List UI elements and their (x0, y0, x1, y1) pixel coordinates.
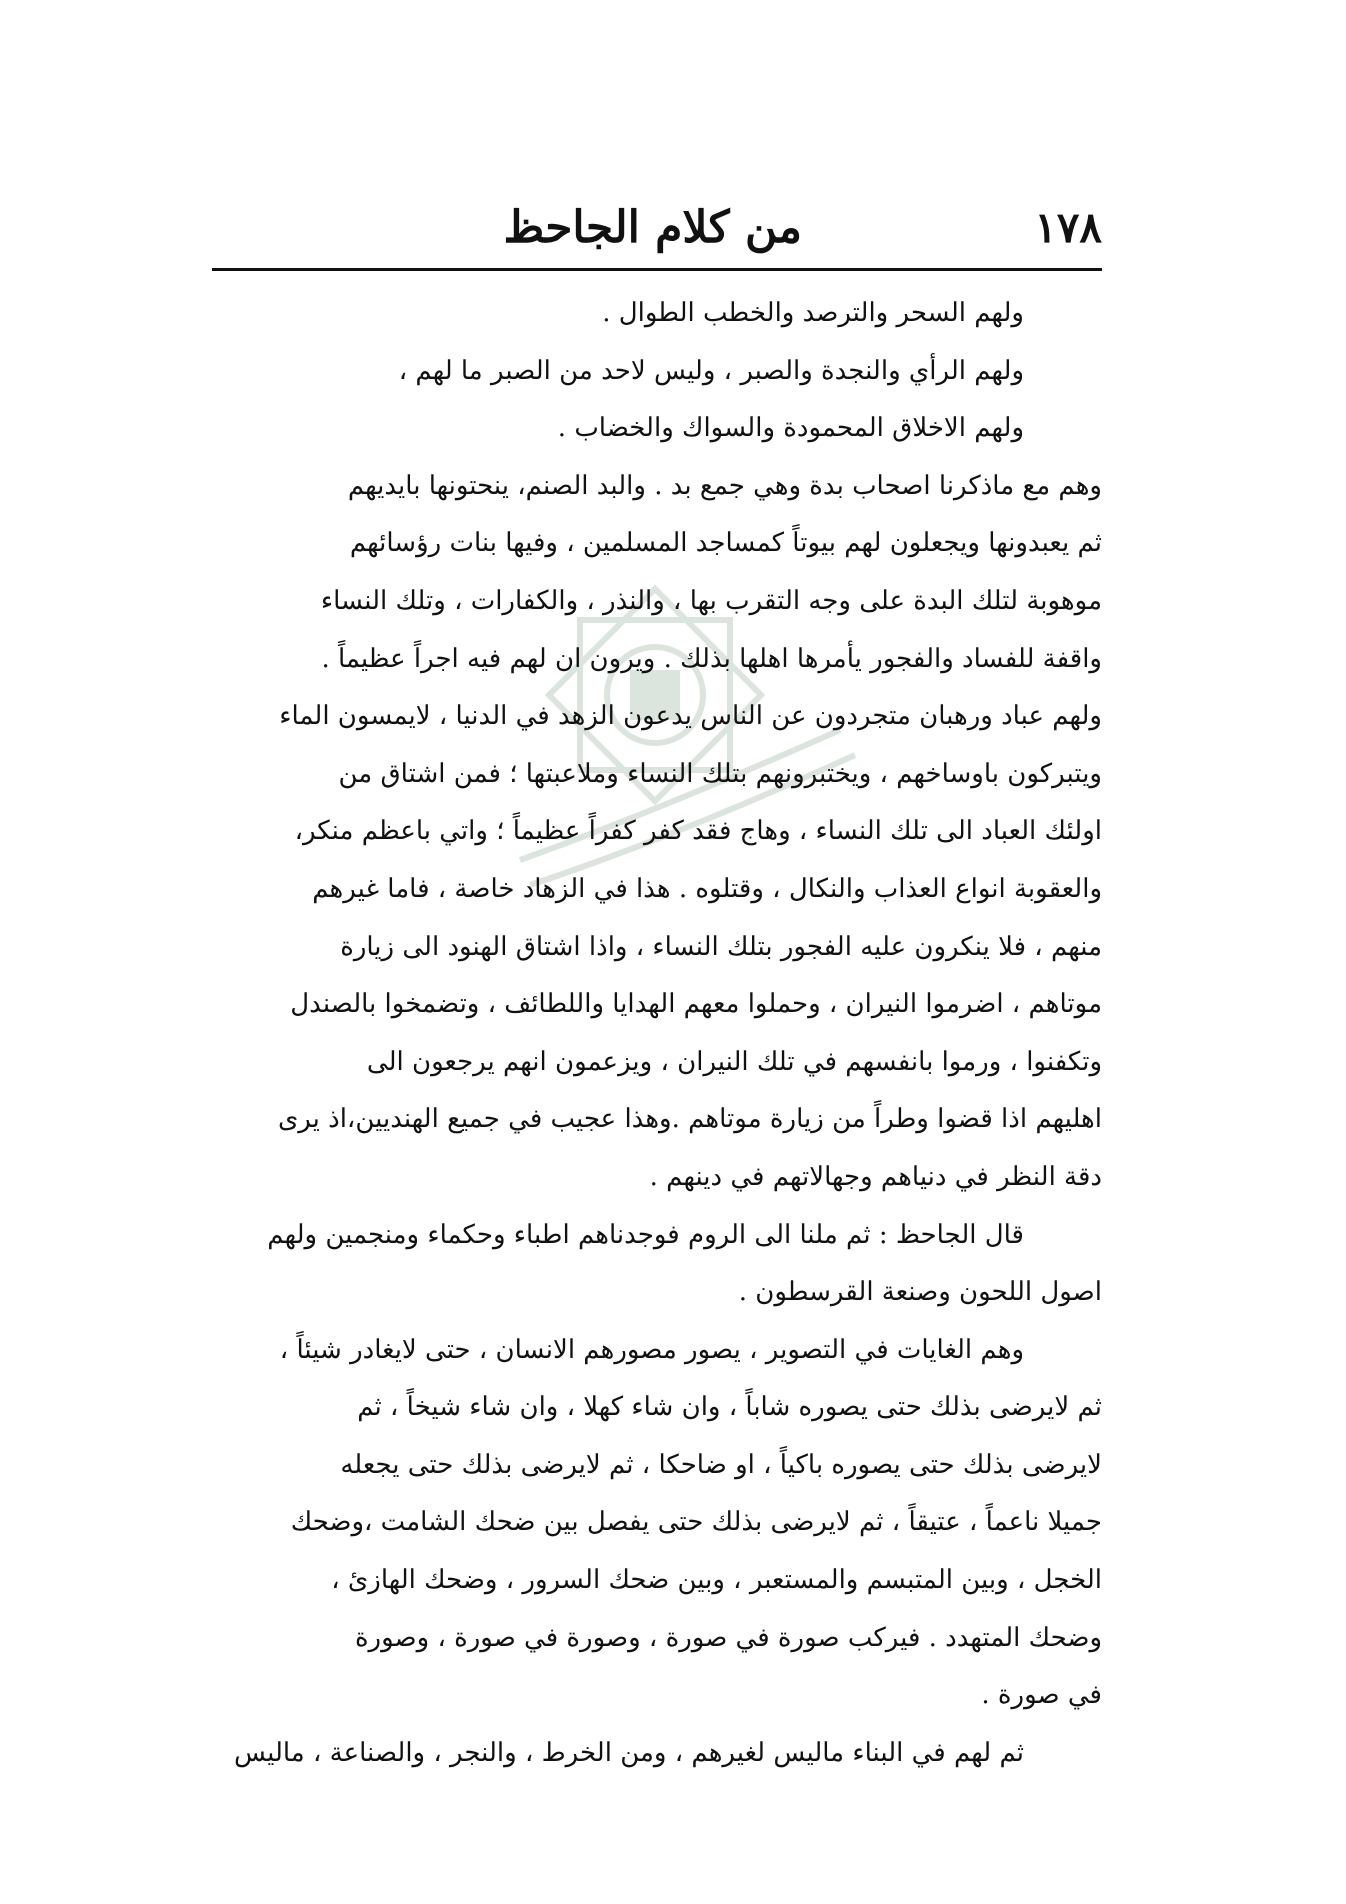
text-line: وتكفنوا ، ورموا بانفسهم في تلك النيران ، ويزعمون انهم يرجعون الى (366, 1046, 1102, 1077)
text-line: منهم ، فلا ينكرون عليه الفجور بتلك النساء ، واذا اشتاق الهنود الى زيارة (340, 931, 1102, 962)
text-line: قال الجاحظ : ثم ملنا الى الروم فوجدناهم اطباء وحكماء ومنجمين ولهم (267, 1219, 1024, 1250)
text-line: اهليهم اذا قضوا وطراً من زيارة موتاهم .وهذا عجيب في جميع الهنديين،اذ يرى (277, 1104, 1102, 1135)
text-line: ولهم عباد ورهبان متجردون عن الناس يدعون الزهد في الدنيا ، لايمسون الماء (279, 701, 1102, 732)
header-rule (212, 268, 1102, 271)
text-line: في صورة . (981, 1680, 1102, 1711)
text-line: جميلا ناعماً ، عتيقاً ، ثم لايرضى بذلك حتى يفصل بين ضحك الشامت ،وضحك (290, 1507, 1102, 1538)
text-line: اصول اللحون وصنعة القرسطون . (738, 1277, 1102, 1308)
text-line: وهم الغايات في التصوير ، يصور مصورهم الانسان ، حتى لايغادر شيئاً ، (279, 1334, 1024, 1365)
page-number: ١٧٨ (1034, 203, 1102, 252)
text-line: لايرضى بذلك حتى يصوره باكياً ، او ضاحكا ، ثم لايرضى بذلك حتى يجعله (340, 1449, 1102, 1480)
text-line: موهوبة لتلك البدة على وجه التقرب بها ، والنذر ، والكفارات ، وتلك النساء (320, 585, 1102, 616)
text-line: وهم مع ماذكرنا اصحاب بدة وهي جمع بد . والبد الصنم، ينحتونها بايديهم (347, 470, 1102, 501)
text-line: ثم يعبدونها ويجعلون لهم بيوتاً كمساجد المسلمين ، وفيها بنات رؤسائهم (349, 528, 1102, 559)
text-line: ولهم الرأي والنجدة والصبر ، وليس لاحد من الصبر ما لهم ، (398, 355, 1024, 386)
text-line: والعقوبة انواع العذاب والنكال ، وقتلوه . هذا في الزهاد خاصة ، فاما غيرهم (312, 873, 1102, 904)
text-line: ولهم الاخلاق المحمودة والسواك والخضاب . (557, 413, 1024, 444)
text-line: واقفة للفساد والفجور يأمرها اهلها بذلك . ويرون ان لهم فيه اجراً عظيماً . (321, 643, 1102, 674)
text-line: ولهم السحر والترصد والخطب الطوال . (602, 298, 1024, 328)
text-line: ويتبركون باوساخهم ، ويختبرونهم بتلك النساء وملاعبتها ؛ فمن اشتاق من (338, 758, 1102, 789)
text-line: وضحك المتهدد . فيركب صورة في صورة ، وصورة في صورة ، وصورة (354, 1622, 1102, 1653)
text-line: ثم لايرضى بذلك حتى يصوره شاباً ، وان شاء كهلا ، وان شاء شيخاً ، ثم (357, 1392, 1102, 1423)
text-line: اولئك العباد الى تلك النساء ، وهاج فقد كفر كفراً عظيماً ؛ واتي باعظم منكر، (294, 816, 1102, 847)
running-head (212, 196, 1102, 266)
body-text (212, 285, 1102, 1782)
text-line: دقة النظر في دنياهم وجهالاتهم في دينهم . (649, 1161, 1102, 1192)
text-line: ثم لهم في البناء ماليس لغيرهم ، ومن الخرط ، والنجر ، والصناعة ، ماليس (233, 1737, 1024, 1768)
running-title: من كلام الجاحظ (503, 202, 802, 253)
text-line: موتاهم ، اضرموا النيران ، وحملوا معهم الهدايا واللطائف ، وتضمخوا بالصندل (290, 989, 1102, 1020)
text-line: الخجل ، وبين المتبسم والمستعبر ، وبين ضحك السرور ، وضحك الهازئ ، (331, 1565, 1102, 1596)
